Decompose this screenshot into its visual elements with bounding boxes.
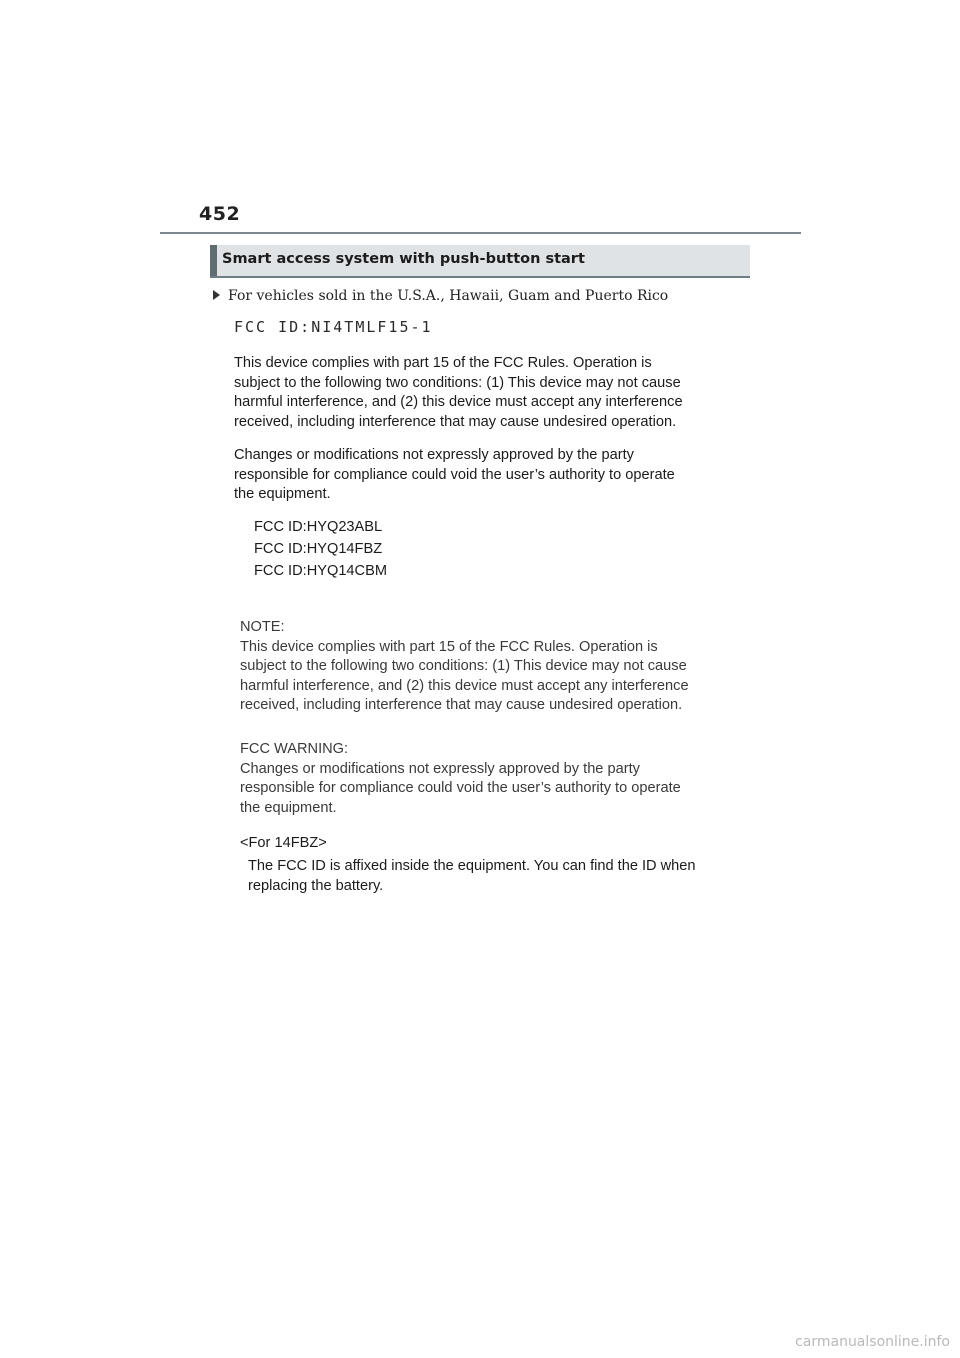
warning-block: [240, 740, 681, 818]
vehicle-note: [213, 288, 668, 304]
text-line: Changes or modifications not expressly approved by the party: [240, 760, 640, 777]
vehicle-note-text: For vehicles sold in the U.S.A., Hawaii, Guam and Puerto Rico: [228, 288, 669, 304]
text-line: replacing the battery.: [248, 877, 384, 894]
text-line: harmful interference, and (2) this device must accept any interference: [240, 677, 689, 694]
fcc-id-list: [254, 516, 387, 582]
section-title: Smart access system with push-button start: [222, 251, 585, 267]
text-line: received, including interference that may cause undesired operation.: [234, 413, 677, 430]
page-number: 452: [199, 203, 241, 225]
text-line: responsible for compliance could void the user’s authority to operate: [234, 466, 675, 483]
text-line: This device complies with part 15 of the FCC Rules. Operation is: [234, 355, 652, 371]
fcc-id-item: FCC ID:HYQ14FBZ: [254, 541, 383, 557]
text-line: harmful interference, and (2) this device must accept any interference: [234, 394, 683, 410]
text-line: Changes or modifications not expressly approved by the party: [234, 447, 634, 463]
fcc-id-item: FCC ID:HYQ23ABL: [254, 519, 383, 535]
text-line: the equipment.: [240, 799, 337, 816]
text-line: received, including interference that may cause undesired operation.: [240, 697, 683, 713]
text-line: The FCC ID is affixed inside the equipment. You can find the ID when: [248, 858, 696, 874]
fcc-note-image: [222, 618, 742, 894]
fcc-label-image: [218, 312, 745, 915]
compliance-paragraph: [234, 354, 683, 432]
for-14fbz-text: [248, 857, 696, 896]
fcc-id-item: FCC ID:HYQ14CBM: [254, 563, 387, 579]
section-header-bar: [210, 245, 217, 276]
section-header: [210, 245, 750, 278]
for-14fbz-label: <For 14FBZ>: [240, 835, 327, 851]
text-line: subject to the following two conditions: (1) This device may not cause: [234, 374, 681, 391]
text-line: This device complies with part 15 of the FCC Rules. Operation is: [240, 638, 658, 655]
text-line: responsible for compliance could void the user’s authority to operate: [240, 780, 681, 796]
text-line: subject to the following two conditions: (1) This device may not cause: [240, 658, 687, 674]
arrow-right-icon: [213, 290, 220, 300]
text-line: the equipment.: [234, 486, 331, 502]
note-block: [240, 618, 689, 716]
fcc-id-header: FCC ID:NI4TMLF15-1: [234, 318, 433, 336]
watermark: carmanualsonline.info: [795, 1334, 950, 1350]
text-line: FCC WARNING:: [240, 741, 349, 757]
modifications-paragraph: [234, 446, 675, 505]
header-rule: [160, 232, 801, 234]
text-line: NOTE:: [240, 619, 285, 635]
